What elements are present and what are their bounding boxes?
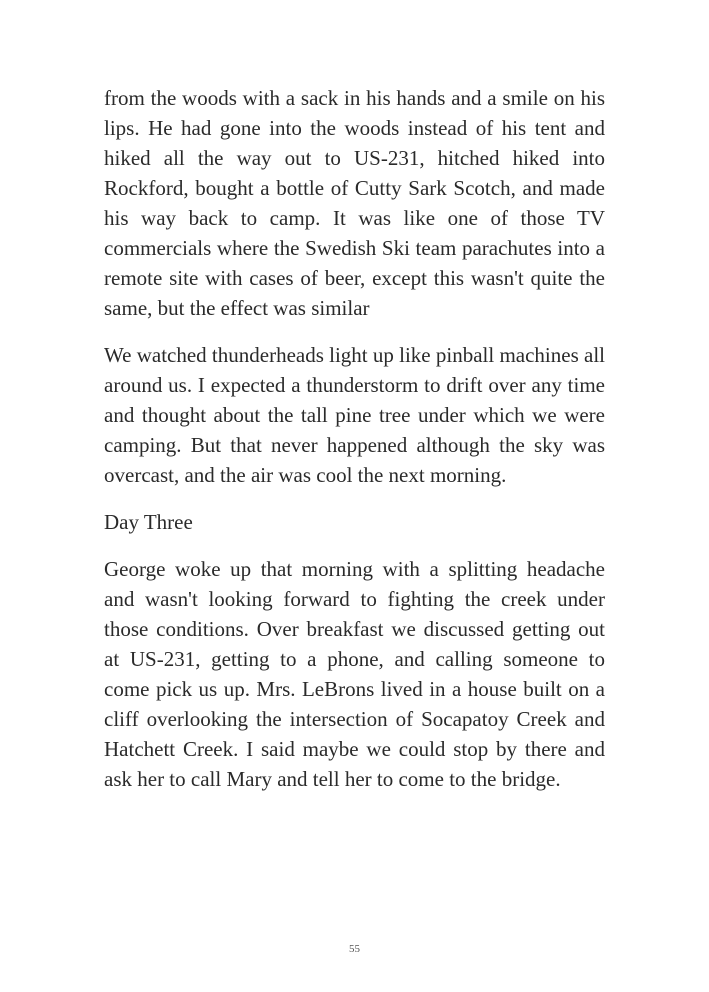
paragraph-3: George woke up that morning with a splitting headache and wasn't looking forward to fighting the creek under those conditions. Over breakfast we discussed getting out at US-231, getting to a phone, and calling someone to come pick us up. Mrs. LeBrons lived in a house built on a cliff overlooking the intersection of Socapatoy Creek and Hatchett Creek. I said maybe we could stop by there and ask her to call Mary and tell her to come to the bridge.: [104, 557, 605, 791]
section-heading: Day Three: [104, 510, 193, 534]
page-body: [104, 83, 605, 811]
page-number: 55: [349, 943, 360, 955]
paragraph-2: We watched thunderheads light up like pinball machines all around us. I expected a thunderstorm to drift over any time and thought about the tall pine tree under which we were camping. But that never happened although the sky was overcast, and the air was cool the next morning.: [104, 343, 605, 487]
paragraph-1: from the woods with a sack in his hands and a smile on his lips. He had gone into the woods instead of his tent and hiked all the way out to US-231, hitched hiked into Rockford, bought a bottle of Cutty Sark Scotch, and made his way back to camp. It was like one of those TV commercials where the Swedish Ski team parachutes into a remote site with cases of beer, except this wasn't quite the same, but the effect was similar: [104, 86, 605, 320]
